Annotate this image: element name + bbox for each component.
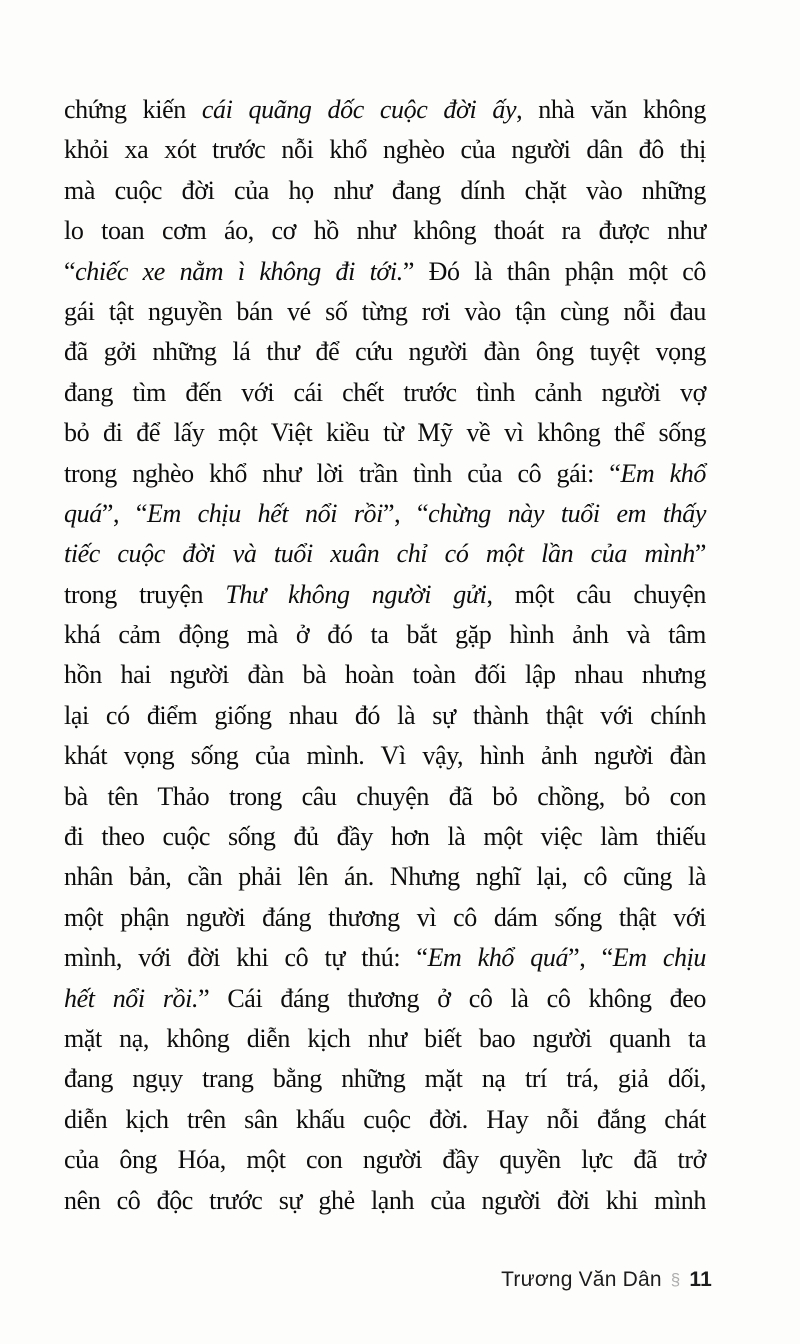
text-segment: cái quãng dốc cuộc đời ấy [201,95,517,124]
text-line [64,857,706,897]
leaf-ornament-icon: § [670,1270,681,1289]
text-segment: nên cô độc trước sự ghẻ lạnh của người đời khi mình [64,1185,706,1215]
text-segment: đang ngụy trang bằng những mặt nạ trí trá, giả dối, [64,1064,706,1094]
text-segment: Em chịu hết nổi rồi [147,498,383,528]
page-text [64,90,706,1221]
text-segment: trong nghèo khổ như lời trần tình của cô gái: “ [64,458,621,488]
text-line [64,252,706,292]
text-segment: nhân bản, cần phải lên án. Nhưng nghĩ lại, cô cũng là [64,862,706,892]
page-number: 11 [689,1268,712,1291]
text-segment: Em chịu [612,943,706,973]
text-line [64,130,706,170]
text-segment: mặt nạ, không diễn kịch như biết bao người quanh ta [64,1023,706,1053]
text-segment: , nhà văn không [516,95,706,124]
text-line [64,1100,706,1140]
text-line [64,938,706,978]
text-segment: hồn hai người đàn bà hoàn toàn đối lập nhau nhưng [64,660,706,690]
text-segment: mà cuộc đời của họ như đang dính chặt vào những [64,175,706,205]
text-segment: đang tìm đến với cái chết trước tình cảnh người vợ [64,377,706,407]
text-line [64,292,706,332]
text-segment: mình, với đời khi cô tự thú: “ [64,943,428,973]
text-line [64,575,706,615]
text-segment: hết nổi rồi. [64,983,199,1013]
text-segment: ”, “ [382,498,429,528]
text-line [64,332,706,372]
text-line [64,1019,706,1059]
text-segment: lo toan cơm áo, cơ hồ như không thoát ra được như [64,216,706,246]
text-line [64,171,706,211]
text-segment: ”, “ [101,498,147,528]
text-line [64,979,706,1019]
text-line [64,817,706,857]
text-line [64,615,706,655]
text-line [64,736,706,776]
text-line [64,898,706,938]
text-line [64,655,706,695]
text-segment: chiếc xe nằm ì không đi tới. [75,256,403,286]
text-segment: một phận người đáng thương vì cô dám sống thật với [64,902,706,932]
footer-author-name: Trương Văn Dân [501,1268,662,1291]
text-line [64,494,706,534]
text-segment: đã gởi những lá thư để cứu người đàn ông tuyệt vọng [64,337,706,367]
text-segment: ” Đó là thân phận một cô [402,256,706,286]
text-segment: tiếc cuộc đời và tuổi xuân chỉ có một lần của mình [64,539,695,569]
text-segment: lại có điểm giống nhau đó là sự thành thật với chính [64,700,706,730]
text-segment: , một câu chuyện [486,579,707,609]
text-line [64,413,706,453]
text-segment: ” [694,539,706,569]
text-segment: diễn kịch trên sân khấu cuộc đời. Hay nỗi đắng chát [64,1104,706,1134]
text-segment: trong truyện [64,579,226,609]
text-segment: “ [64,256,76,286]
text-segment: bỏ đi để lấy một Việt kiều từ Mỹ về vì không thể sống [64,418,706,448]
text-segment: đi theo cuộc sống đủ đầy hơn là một việc làm thiếu [64,822,706,852]
text-line [64,1140,706,1180]
page-footer [501,1268,712,1292]
text-line [64,696,706,736]
text-segment: gái tật nguyền bán vé số từng rơi vào tận cùng nỗi đau [64,296,706,326]
text-segment: của ông Hóa, một con người đầy quyền lực đã trở [64,1145,706,1175]
text-segment: quá [64,498,102,528]
text-line [64,211,706,251]
text-line [64,454,706,494]
text-segment: khá cảm động mà ở đó ta bắt gặp hình ảnh và tâm [64,620,706,650]
text-segment: bà tên Thảo trong câu chuyện đã bỏ chồng, bỏ con [64,781,706,811]
text-segment: Em khổ [620,458,706,488]
text-line [64,777,706,817]
text-line [64,373,706,413]
text-line [64,1059,706,1099]
text-segment: khát vọng sống của mình. Vì vậy, hình ảnh người đàn [64,741,706,771]
text-segment: ”, “ [568,943,613,973]
text-segment: chừng này tuổi em thấy [428,498,706,528]
text-line [64,534,706,574]
text-segment: Thư không người gửi [225,579,487,609]
text-segment: ” Cái đáng thương ở cô là cô không đeo [198,983,707,1013]
text-line [64,90,706,130]
text-segment: Em khổ quá [427,943,569,973]
text-line [64,1181,706,1221]
text-segment: chứng kiến [64,95,202,124]
text-segment: khỏi xa xót trước nỗi khổ nghèo của người dân đô thị [64,135,706,165]
